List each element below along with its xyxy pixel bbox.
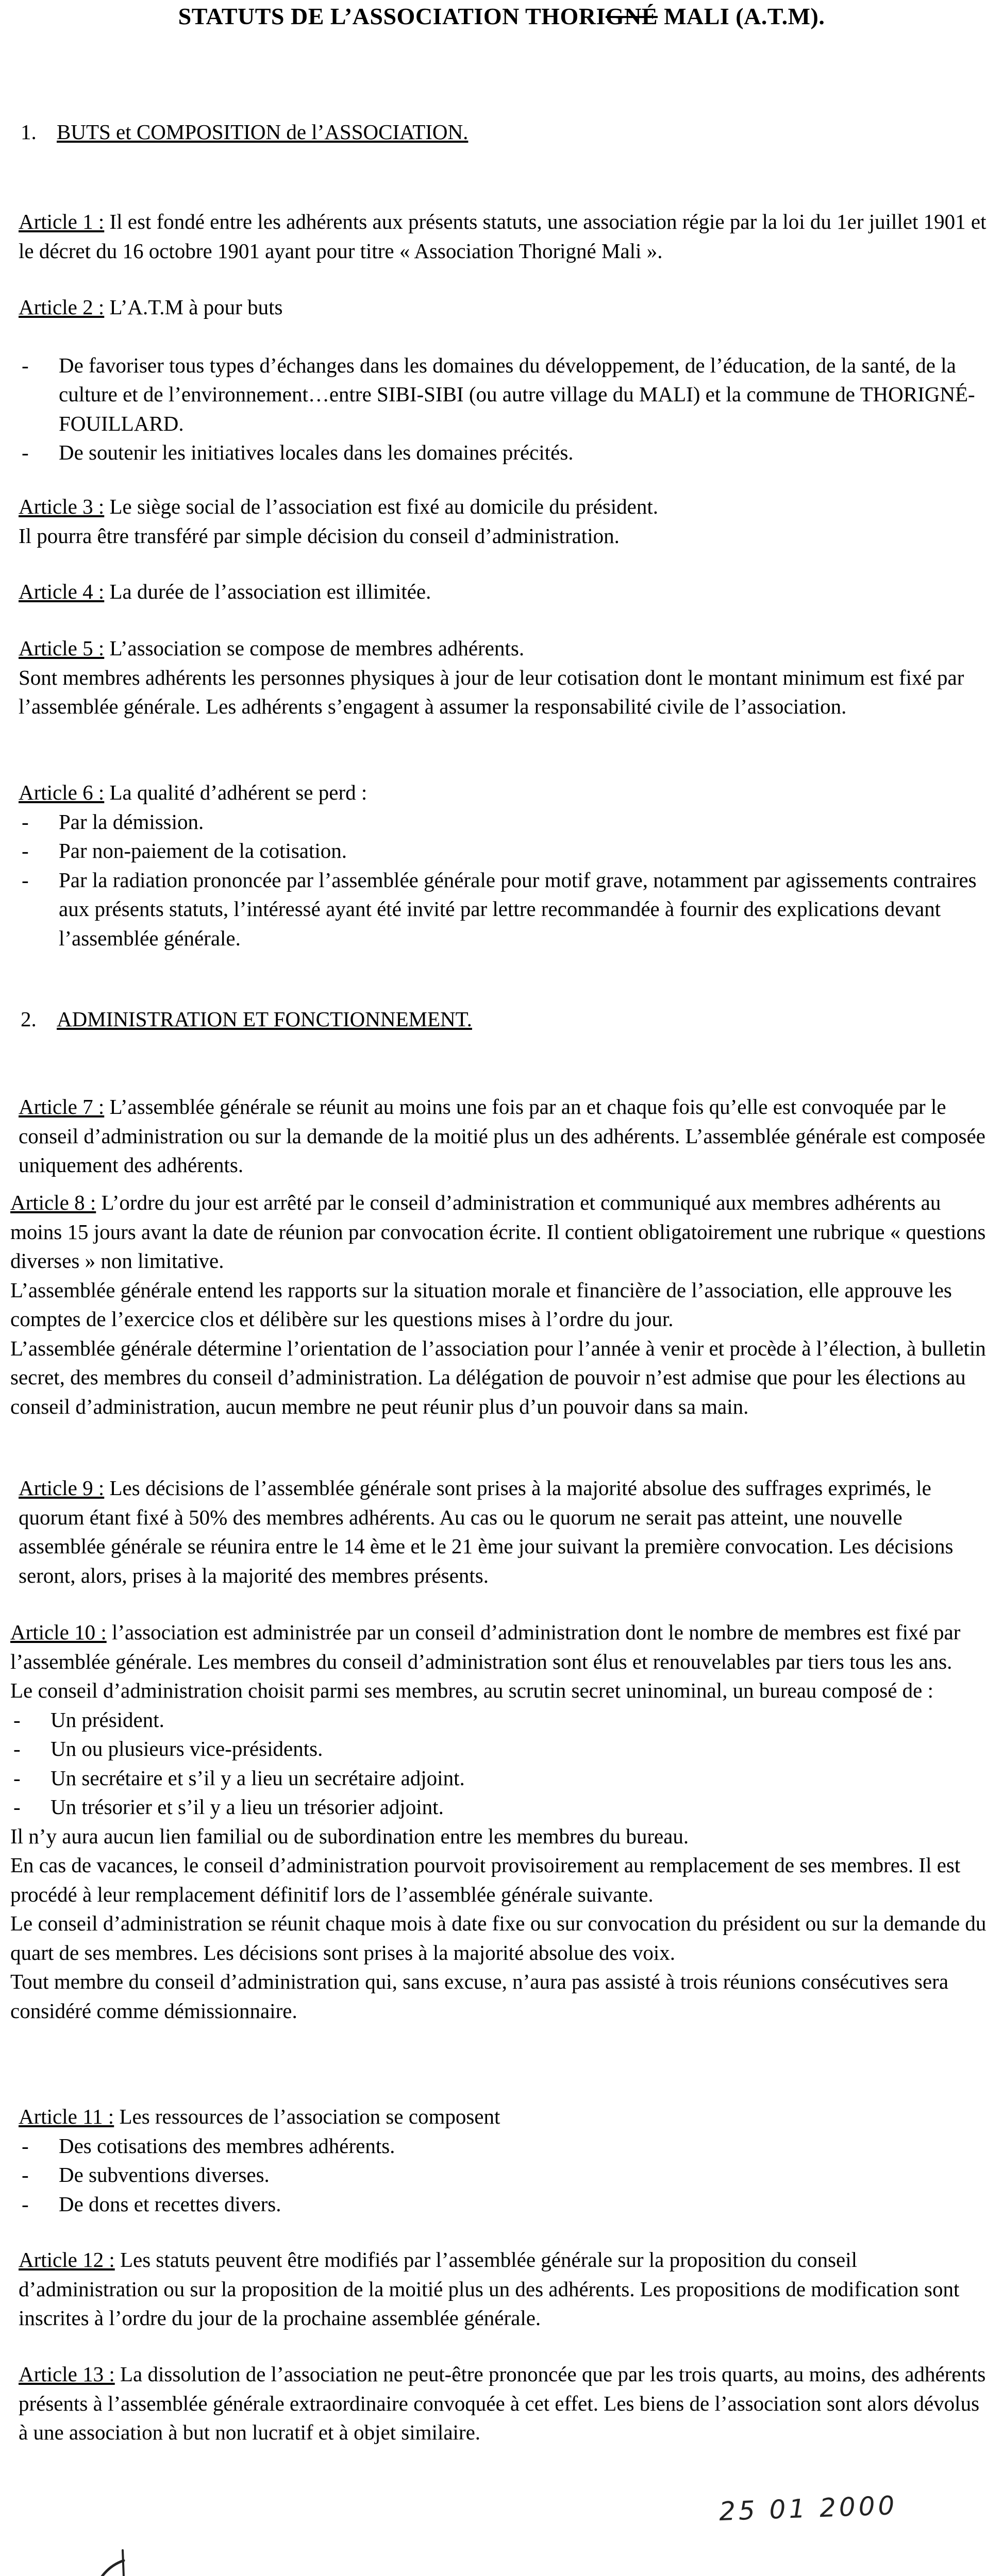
article-label: Article 4 : <box>19 580 105 603</box>
article-6-list <box>19 807 988 953</box>
article-text: En cas de vacances, le conseil d’administration pourvoit provisoirement au remplacement de ses membres. Il est procédé à leur remplacement définitif lors de l’assemblée générale suivante. <box>10 1853 961 1906</box>
article-label: Article 2 : <box>19 295 105 319</box>
article-text: l’association est administrée par un conseil d’administration dont le nombre de membres est fixé par l’assemblée générale. Les membres du conseil d’administration sont élus et renouvelables par tiers tous les ans. <box>10 1620 961 1673</box>
article-9 <box>19 1473 988 1590</box>
article-text: L’assemblée générale se réunit au moins une fois par an et chaque fois qu’elle est convoquée par le conseil d’administration ou sur la demande de la moitié plus un des adhérents. L’assemblée générale est composée uniquement des adhérents. <box>19 1095 985 1177</box>
article-6 <box>19 778 988 953</box>
list-item: - Un ou plusieurs vice-présidents. <box>10 1734 988 1764</box>
title-struck: GNÉ <box>605 3 658 29</box>
article-label: Article 12 : <box>19 2248 115 2272</box>
list-item: - Par la radiation prononcée par l’assemblée générale pour motif grave, notamment par agissements contraires aux présents statuts, l’intéressé ayant été invité par lettre recommandée à fournir des explications devant l’assemblée générale. <box>19 866 988 953</box>
section-1-heading <box>21 117 990 146</box>
article-text: Les décisions de l’assemblée générale sont prises à la majorité absolue des suffrages exprimés, le quorum étant fixé à 50% des membres adhérents. Au cas ou le quorum ne serait pas atteint, une nouvelle assemblée générale se réunira entre le 14 ème et le 21 ème jour suivant la première convocation. Les décisions seront, alors, prises à la majorité des membres présents. <box>19 1476 954 1587</box>
article-label: Article 9 : <box>19 1476 105 1500</box>
section-title: BUTS et COMPOSITION de l’ASSOCIATION. <box>57 120 469 144</box>
article-label: Article 8 : <box>10 1191 96 1214</box>
article-label: Article 10 : <box>10 1620 107 1644</box>
article-label: Article 11 : <box>19 2105 114 2128</box>
article-text: L’association se compose de membres adhérents. <box>104 636 525 660</box>
article-text: Les ressources de l’association se composent <box>114 2105 500 2128</box>
article-label: Article 13 : <box>19 2362 115 2386</box>
article-11 <box>19 2102 988 2218</box>
article-text: L’assemblée générale entend les rapports sur la situation morale et financière de l’association, elle approuve les comptes de l’exercice clos et délibère sur les questions mises à l’ordre du jour. <box>10 1278 952 1331</box>
list-item: - Un secrétaire et s’il y a lieu un secrétaire adjoint. <box>10 1764 988 1793</box>
document-title <box>0 1 1003 32</box>
article-text: Le conseil d’administration se réunit chaque mois à date fixe ou sur convocation du président ou sur la demande du quart de ses membres. Les décisions sont prises à la majorité absolue des voix. <box>10 1911 987 1964</box>
article-13 <box>19 2360 988 2447</box>
article-8 <box>10 1188 988 1421</box>
article-text: Sont membres adhérents les personnes physiques à jour de leur cotisation dont le montant minimum est fixé par l’assemblée générale. Les adhérents s’engagent à assumer la responsabilité civile de l’association. <box>19 665 964 718</box>
article-2 <box>19 293 988 467</box>
handwritten-date: 25 01 2000 <box>718 2490 898 2527</box>
list-item: - Par non-paiement de la cotisation. <box>19 836 988 866</box>
article-7 <box>19 1092 988 1180</box>
article-5 <box>19 634 988 721</box>
article-label: Article 1 : <box>19 210 105 233</box>
article-text: Le conseil d’administration choisit parmi ses membres, au scrutin secret uninominal, un bureau composé de : <box>10 1679 934 1702</box>
article-text: Il pourra être transféré par simple décision du conseil d’administration. <box>19 523 620 548</box>
article-1 <box>19 207 988 265</box>
article-label: Article 7 : <box>19 1095 105 1118</box>
title-prefix: STATUTS DE L’ASSOCIATION THORI <box>178 3 606 29</box>
list-item: - Un président. <box>10 1705 988 1735</box>
article-text: L’assemblée générale détermine l’orientation de l’association pour l’année à venir et procède à l’élection, à bulletin secret, des membres du conseil d’administration. La délégation de pouvoir n’est admise que pour les élections au conseil d’administration, aucun membre ne peut réunir plus d’un pouvoir dans sa main. <box>10 1336 986 1418</box>
article-label: Article 3 : <box>19 495 105 518</box>
list-item: - Par la démission. <box>19 807 988 837</box>
article-2-list <box>19 351 988 467</box>
signature-right <box>686 2571 871 2576</box>
title-suffix: MALI (A.T.M). <box>658 3 825 29</box>
article-text: Tout membre du conseil d’administration qui, sans excuse, n’aura pas assisté à trois réunions consécutives sera considéré comme démissionnaire. <box>10 1970 949 2023</box>
list-item: - De favoriser tous types d’échanges dans les domaines du développement, de l’éducation, de la santé, de la culture et de l’environnement…entre SIBI-SIBI (ou autre village du MALI) et la commune de THORIGNÉ-FOUILLARD. <box>19 351 988 438</box>
article-12 <box>19 2245 988 2333</box>
section-number: 1. <box>21 120 37 144</box>
article-label: Article 5 : <box>19 636 105 660</box>
article-text: La qualité d’adhérent se perd : <box>104 781 367 804</box>
section-2-heading <box>21 1005 990 1033</box>
list-item: - De subventions diverses. <box>19 2160 988 2190</box>
article-text: Il n’y aura aucun lien familial ou de subordination entre les membres du bureau. <box>10 1824 689 1848</box>
list-item: - De soutenir les initiatives locales dans les domaines précités. <box>19 438 988 467</box>
article-3 <box>19 492 988 550</box>
article-10-list <box>10 1705 988 1822</box>
article-text: Il est fondé entre les adhérents aux présents statuts, une association régie par la loi du 1er juillet 1901 et le décret du 16 octobre 1901 ayant pour titre « Association Thorigné Mali ». <box>19 210 987 263</box>
list-item: - Des cotisations des membres adhérents. <box>19 2131 988 2161</box>
article-text: Le siège social de l’association est fixé au domicile du président. <box>104 495 659 518</box>
list-item: - De dons et recettes divers. <box>19 2190 988 2219</box>
section-number: 2. <box>21 1007 37 1031</box>
section-title: ADMINISTRATION ET FONCTIONNEMENT. <box>57 1007 472 1031</box>
article-text: L’A.T.M à pour buts <box>104 295 283 319</box>
article-11-list <box>19 2131 988 2219</box>
article-text: Les statuts peuvent être modifiés par l’assemblée générale sur la proposition du conseil d’administration ou sur la proposition de la moitié plus un des adhérents. Les propositions de modification sont inscrites à l’ordre du jour de la prochaine assemblée générale. <box>19 2248 960 2330</box>
signature-left <box>62 2540 196 2576</box>
article-text: La durée de l’association est illimitée. <box>104 580 431 603</box>
article-text: L’ordre du jour est arrêté par le conseil d’administration et communiqué aux membres adhérents au moins 15 jours avant la date de réunion par convocation écrite. Il contient obligatoirement une rubrique « questions diverses » non limitative. <box>10 1191 986 1273</box>
list-item: - Un trésorier et s’il y a lieu un trésorier adjoint. <box>10 1792 988 1822</box>
article-text: La dissolution de l’association ne peut-être prononcée que par les trois quarts, au moins, des adhérents présents à l’assemblée générale extraordinaire convoquée à cet effet. Les biens de l’association sont alors dévolus à une association à but non lucratif et à objet similaire. <box>19 2362 986 2444</box>
article-label: Article 6 : <box>19 781 105 804</box>
article-10 <box>10 1618 988 2025</box>
article-4 <box>19 577 988 606</box>
